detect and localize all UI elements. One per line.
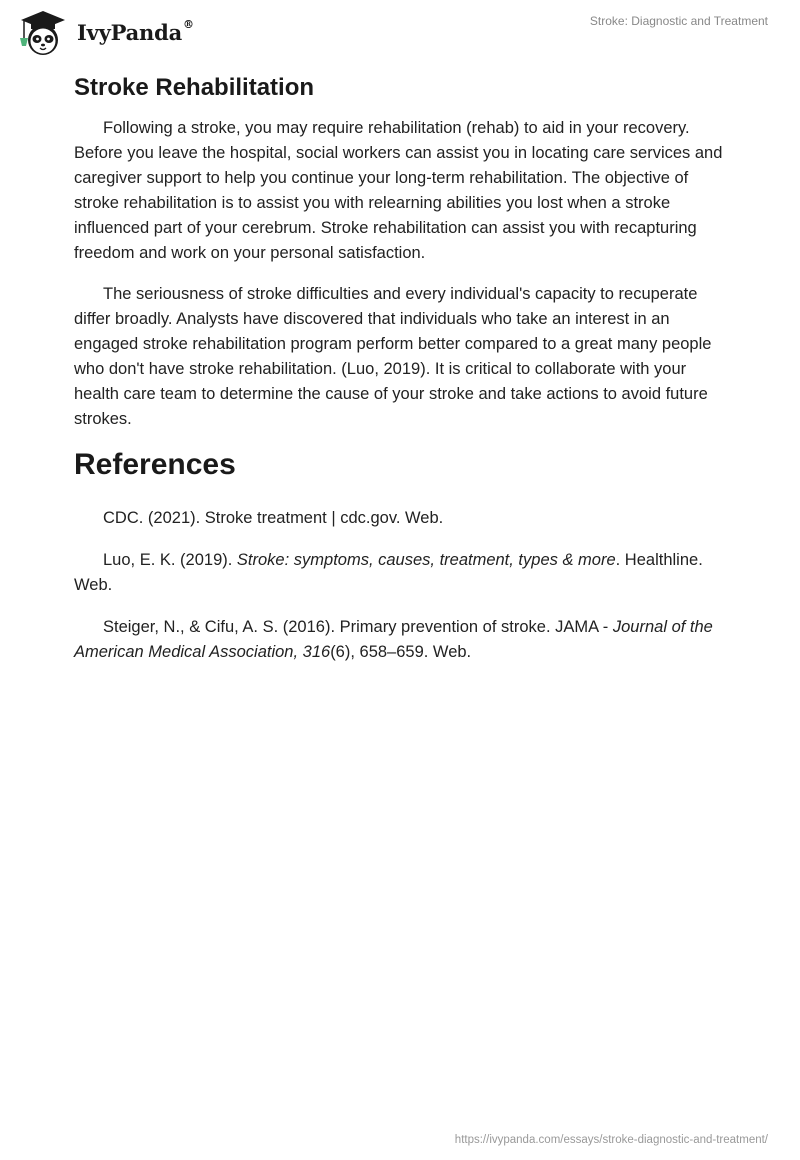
brand-logo[interactable] xyxy=(15,8,200,58)
paragraph: Following a stroke, you may require rehabilitation (rehab) to aid in your recovery. Before you leave the hospital, social workers can assist you in locating care services and caregiver support to help you continue your long-term rehabilitation. The objective of stroke rehabilitation is to assist you with relearning abilities you lost when a stroke influenced part of your cerebrum. Stroke rehabilitation can assist you with recapturing freedom and work on your personal satisfaction. xyxy=(74,119,723,262)
panda-graduate-icon xyxy=(15,8,73,58)
reference-item: Steiger, N., & Cifu, A. S. (2016). Primary prevention of stroke. JAMA - Journal of the American Medical Association, 316(6), 658–659. Web. xyxy=(74,618,713,661)
references-heading: References xyxy=(74,448,236,481)
reference-item: Luo, E. K. (2019). Stroke: symptoms, causes, treatment, types & more. Healthline. Web. xyxy=(74,551,703,594)
source-url[interactable]: https://ivypanda.com/essays/stroke-diagnostic-and-treatment/ xyxy=(454,1134,768,1146)
section-heading: Stroke Rehabilitation xyxy=(74,74,315,101)
document-body xyxy=(74,70,726,682)
page-header xyxy=(0,0,800,64)
brand-name: IvyPanda® xyxy=(77,18,194,45)
document-title: Stroke: Diagnostic and Treatment xyxy=(589,14,768,28)
reference-item: CDC. (2021). Stroke treatment | cdc.gov. Web. xyxy=(103,509,444,527)
paragraph: The seriousness of stroke difficulties and every individual's capacity to recuperate differ broadly. Analysts have discovered that individuals who take an interest in an engaged stroke rehabilitation program perform better compared to a great many people who don't have stroke rehabilitation. (Luo, 2019). It is critical to collaborate with your health care team to determine the cause of your stroke and take actions to avoid future strokes. xyxy=(74,285,712,428)
